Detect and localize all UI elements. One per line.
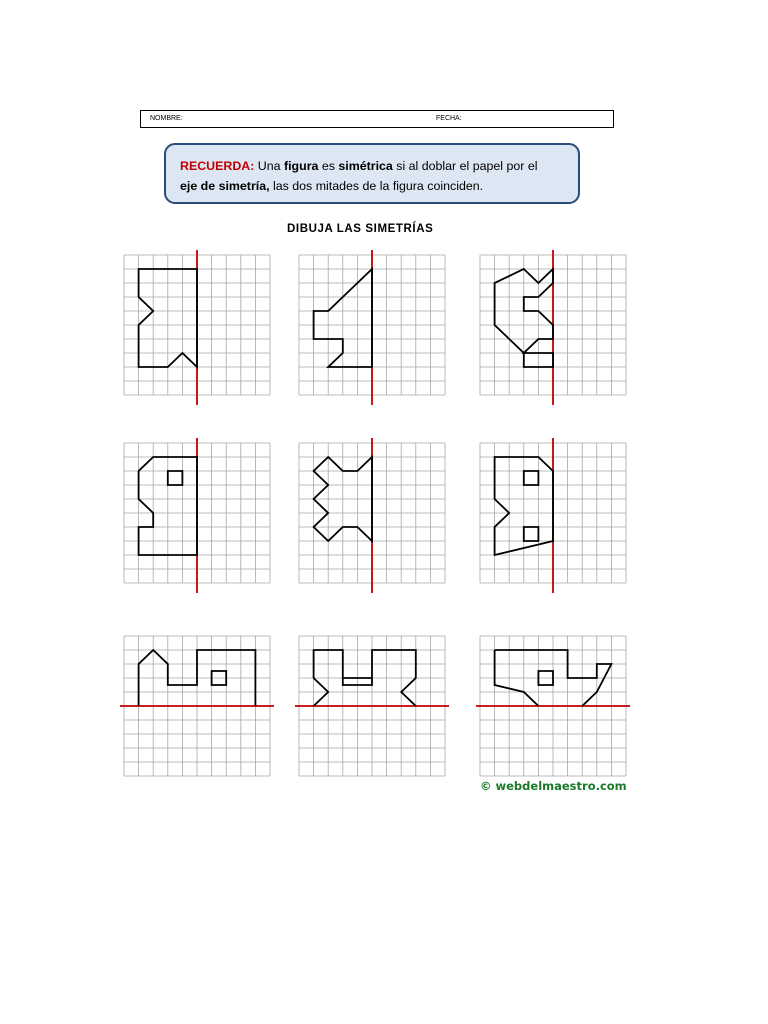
half-figure-outline bbox=[524, 471, 539, 485]
exercise-grid-3 bbox=[480, 255, 626, 395]
reminder-line-2 bbox=[180, 176, 566, 196]
exercise-grid-1 bbox=[124, 255, 270, 395]
exercise-grid-6 bbox=[480, 443, 626, 583]
worksheet-title: DIBUJA LAS SIMETRÍAS bbox=[287, 223, 434, 235]
reminder-label: RECUERDA: bbox=[180, 159, 255, 173]
date-label: FECHA: bbox=[436, 115, 462, 122]
exercise-grid-9 bbox=[480, 636, 626, 776]
exercise-grid-8 bbox=[299, 636, 445, 776]
half-figure-outline bbox=[524, 527, 539, 541]
reminder-text-1: Una bbox=[254, 159, 284, 173]
reminder-line-1 bbox=[180, 156, 566, 176]
name-label: NOMBRE: bbox=[150, 115, 183, 122]
student-info-box bbox=[140, 110, 614, 128]
reminder-keyword-eje: eje de simetría, bbox=[180, 179, 270, 193]
reminder-keyword-simetrica: simétrica bbox=[338, 159, 393, 173]
reminder-text-2: es bbox=[318, 159, 339, 173]
reminder-box bbox=[164, 143, 580, 204]
exercise-grid-4 bbox=[124, 443, 270, 583]
exercise-grid-7 bbox=[124, 636, 270, 776]
reminder-text-3: si al doblar el papel por el bbox=[392, 159, 538, 173]
half-figure-outline bbox=[168, 471, 183, 485]
exercise-grid-2 bbox=[299, 255, 445, 395]
reminder-keyword-figura: figura bbox=[283, 159, 319, 173]
exercise-grid-5 bbox=[299, 443, 445, 583]
site-credit: © webdelmaestro.com bbox=[480, 779, 627, 793]
reminder-text-4: las dos mitades de la figura coinciden. bbox=[269, 179, 484, 193]
